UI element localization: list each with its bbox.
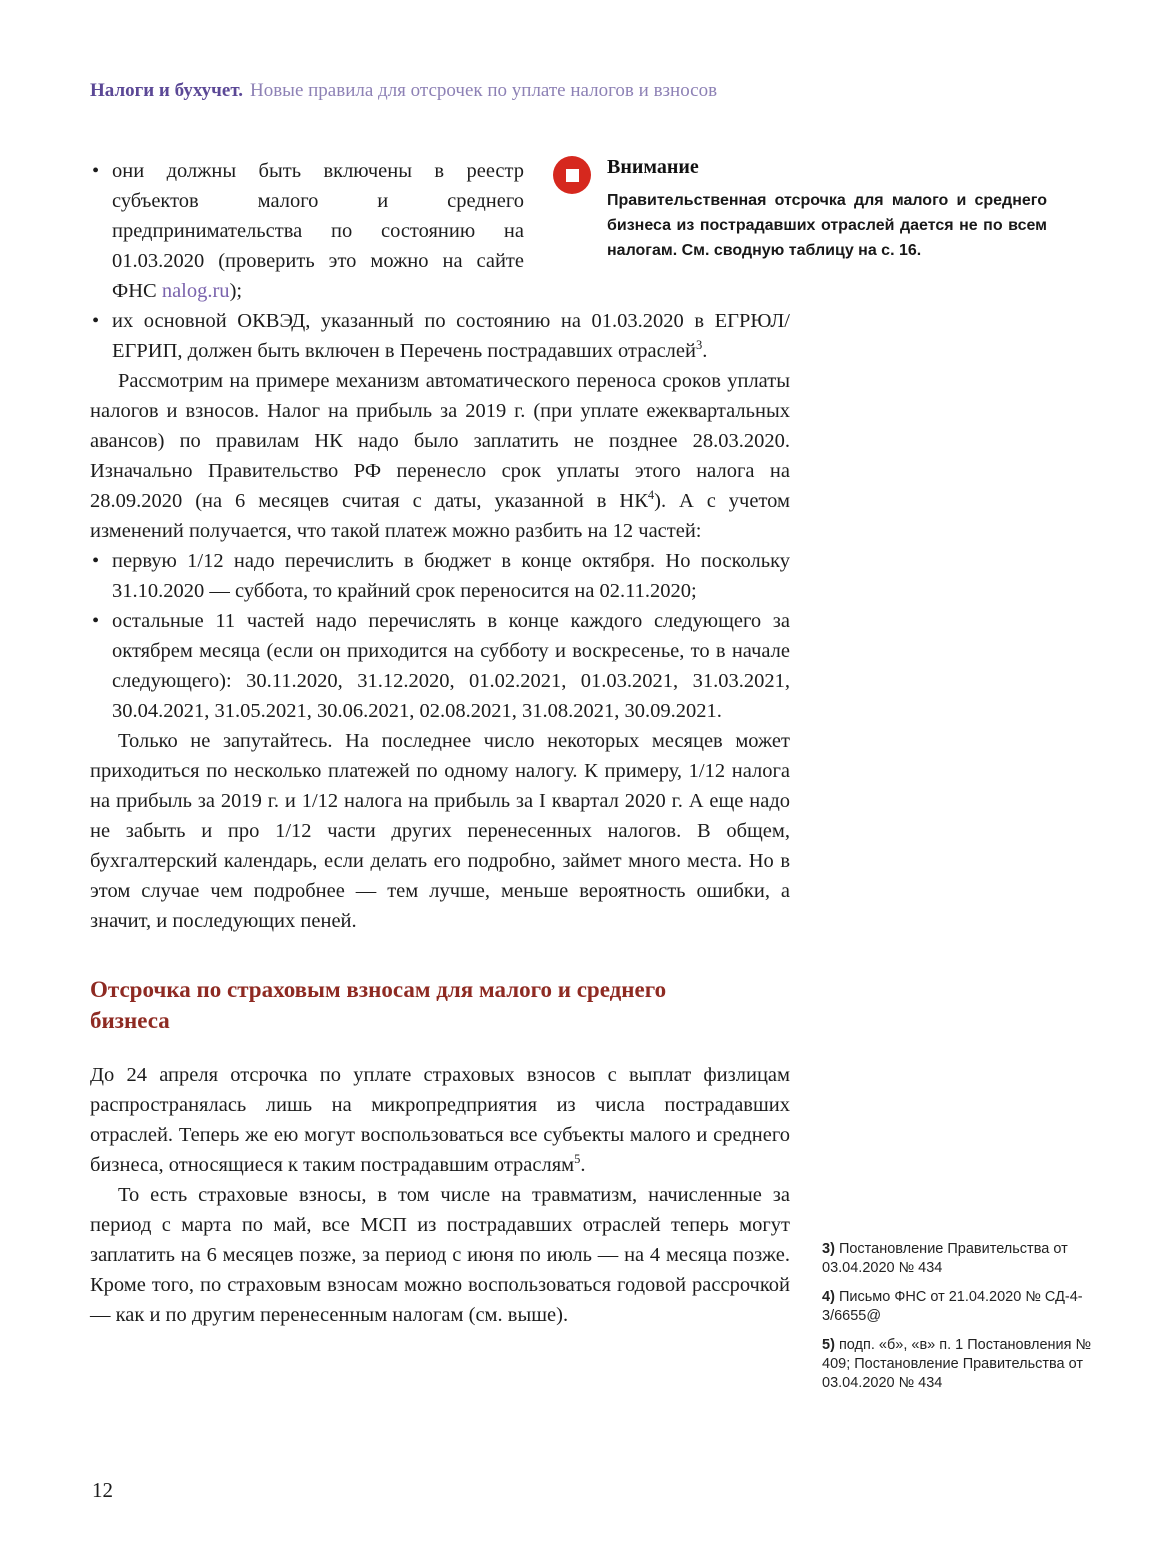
footnote-ref-4: 4 bbox=[647, 488, 655, 503]
bullet-first-payment: • первую 1/12 надо перечислить в бюджет в конце октября. Но поскольку 31.10.2020 — суббота, то крайний срок переносится на 02.11.2020; bbox=[90, 546, 790, 606]
footnote-text: подп. «б», «в» п. 1 Постановления № 409; Постановление Правительства от 03.04.2020 № 434 bbox=[822, 1337, 1092, 1391]
footnote-text: Постановление Правительства от 03.04.2020 № 434 bbox=[822, 1241, 1068, 1276]
bullet-registry-condition bbox=[90, 156, 524, 306]
bullet-remaining-payments: • остальные 11 частей надо перечислять в конце каждого следующего за октябрем месяца (если он приходится на субботу и воскресенье, то в начале следующего): 30.11.2020, 31.12.2020, 01.02.2021, 01.03.2021, 31.03.2021, 30.04.2021, 31.05.2021, 30.06.2021, 02.08.2021, 31.08.2021, 30.09.2021. bbox=[90, 606, 790, 726]
section-heading: Отсрочка по страховым взносам для малого и среднего бизнеса bbox=[90, 977, 667, 1033]
paragraph-tail: ). А с учетом изменений получается, что такой платеж можно разбить на 12 частей: bbox=[90, 490, 790, 542]
footnote-ref-3: 3 bbox=[695, 338, 703, 353]
bullet-text: их основной ОКВЭД, указанный по состоянию на 01.03.2020 в ЕГРЮЛ/ЕГРИП, должен быть включен в Перечень пострадавших отраслей bbox=[112, 310, 790, 362]
footnote-ref-5: 5 bbox=[574, 1152, 581, 1167]
attention-title: Внимание bbox=[607, 156, 699, 178]
footnote-3 bbox=[822, 1240, 1122, 1278]
paragraph-text: До 24 апреля отсрочка по уплате страховых взносов с выплат физлицам распространялась лишь на микропредприятия из числа пострадавших отраслей. Теперь же ею могут воспользоваться все субъекты малого и среднего бизнеса, относящиеся к таким пострадавшим отраслям bbox=[90, 1064, 790, 1176]
page-number: 12 bbox=[92, 1478, 113, 1502]
paragraph-tail: . bbox=[580, 1154, 586, 1176]
nalog-ru-link[interactable]: nalog.ru bbox=[161, 280, 230, 302]
bullet-tail: ); bbox=[229, 280, 243, 302]
main-content bbox=[90, 156, 790, 1330]
bullet-tail: . bbox=[702, 340, 708, 362]
footnote-5 bbox=[822, 1336, 1122, 1393]
footnote-4 bbox=[822, 1288, 1122, 1326]
payment-schedule-bullet-list bbox=[90, 546, 790, 726]
conditions-bullet-list bbox=[90, 156, 790, 366]
footnote-number: 4) bbox=[822, 1289, 835, 1305]
footnote-text: Письмо ФНС от 21.04.2020 № СД-4-3/6655@ bbox=[822, 1289, 1083, 1324]
paragraph-text: Рассмотрим на примере механизм автоматического переноса сроков уплаты налогов и взносов. Налог на прибыль за 2019 г. (при уплате ежеквартальных авансов) по правилам НК надо было заплатить не позднее 28.03.2020. Изначально Правительство РФ перенесло срок уплаты этого налога на 28.09.2020 (на 6 месяцев считая с даты, указанной в НК bbox=[90, 370, 790, 512]
bullet-okved-condition bbox=[90, 306, 790, 366]
footnote-number: 3) bbox=[822, 1241, 835, 1257]
header-brand: Налоги и бухучет. bbox=[90, 80, 243, 101]
footnote-number: 5) bbox=[822, 1337, 835, 1353]
page-header bbox=[90, 80, 717, 102]
paragraph-example-mechanism bbox=[90, 366, 790, 546]
attention-body: Правительственная отсрочка для малого и среднего бизнеса из пострадавших отраслей дается не по всем налогам. См. сводную таблицу на с. 16. bbox=[607, 192, 1047, 259]
paragraph-deferral-extension bbox=[90, 1060, 790, 1180]
paragraph-warning-calendar: Только не запутайтесь. На последнее число некоторых месяцев может приходиться по несколько платежей по одному налогу. К примеру, 1/12 налога на прибыль за 2019 г. и 1/12 налога на прибыль за I квартал 2020 г. А еще надо не забыть и про 1/12 части других перенесенных налогов. В общем, бухгалтерский календарь, если делать его подробно, займет много места. Но в этом случае чем подробнее — тем лучше, меньше вероятность ошибки, а значит, и последующих пеней. bbox=[90, 730, 790, 932]
paragraph-contributions-terms: То есть страховые взносы, в том числе на травматизм, начисленные за период с марта по май, все МСП из пострадавших отраслей теперь могут заплатить на 6 месяцев позже, за период с июня по июль — на 4 месяца позже. Кроме того, по страховым взносам можно воспользоваться годовой рассрочкой — как и по другим перенесенным налогам (см. выше). bbox=[90, 1184, 790, 1326]
bullet-text: они должны быть включены в реестр субъектов малого и среднего предпринимательства по состоянию на 01.03.2020 (проверить это можно на сайте ФНС bbox=[112, 160, 524, 302]
footnotes-sidebar bbox=[822, 1240, 1122, 1403]
header-subtitle: Новые правила для отсрочек по уплате налогов и взносов bbox=[249, 80, 718, 101]
